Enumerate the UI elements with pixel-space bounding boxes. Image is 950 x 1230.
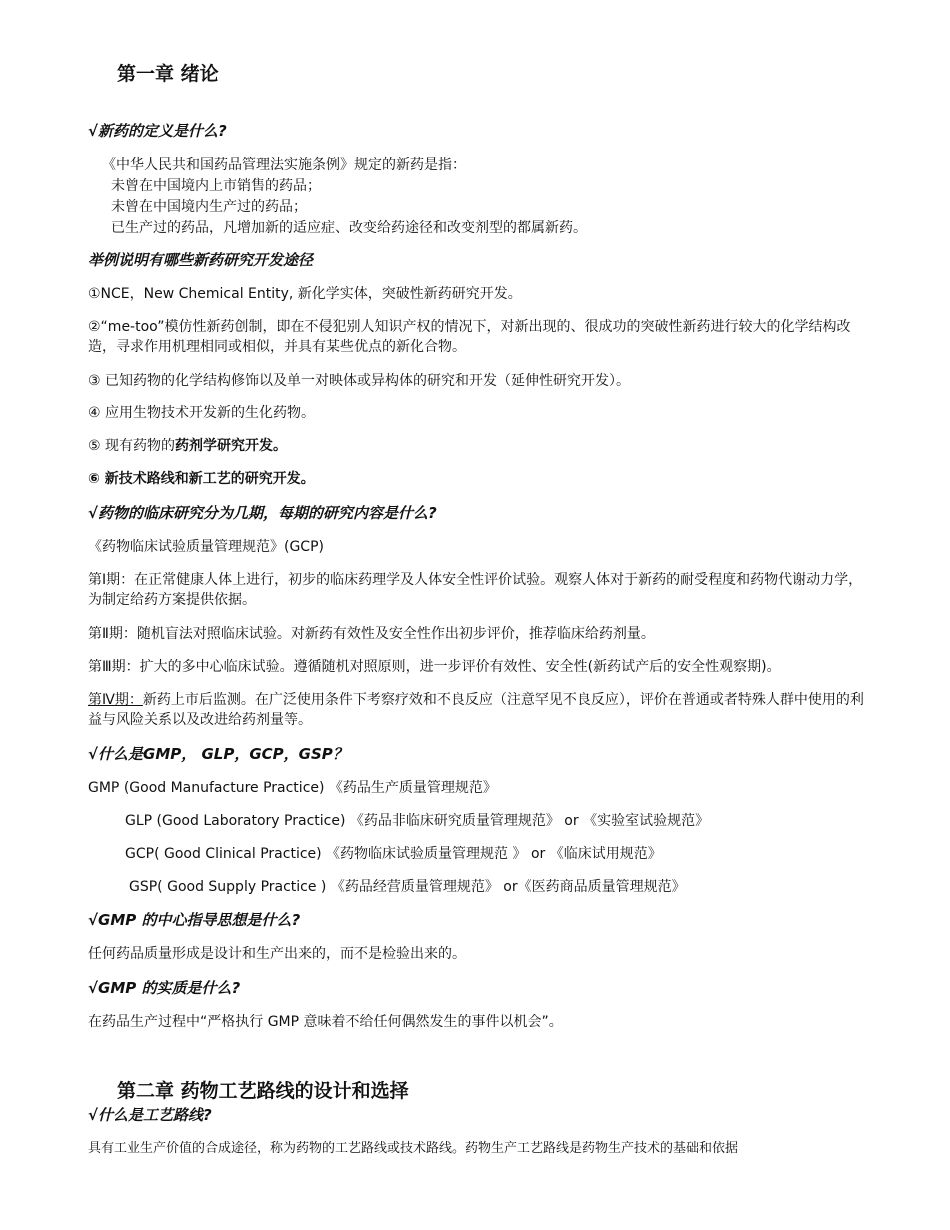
gcp-def-line: GCP( Good Clinical Practice) 《药物临床试验质量管理规范 》 or 《临床试用规范》 [125,846,662,862]
route-item-3: ③ 已知药物的化学结构修饰以及单一对映体或异构体的研究和开发（延伸性研究开发）。 [88,373,630,389]
gmp-center-answer: 任何药品质量形成是设计和生产出来的，而不是检验出来的。 [88,946,466,962]
phase-3: 第Ⅲ期：扩大的多中心临床试验。遵循随机对照原则，进一步评价有效性、安全性(新药试产后的安全性观察期)。 [88,659,781,675]
phase-4-label: 第Ⅳ期： [88,692,143,708]
route-item-6: ⑥ 新技术路线和新工艺的研究开发。 [88,471,315,487]
question-gmp-essence: √GMP 的实质是什么? [88,979,241,997]
new-drug-def-2: 未曾在中国境内上市销售的药品； [111,178,321,194]
new-drug-def-1: 《中华人民共和国药品管理法实施条例》规定的新药是指： [102,157,466,173]
gmp-essence-answer: 在药品生产过程中“严格执行 GMP 意味着不给任何偶然发生的事件以机会”。 [88,1014,563,1030]
route-item-5-bold: 药剂学研究开发。 [175,438,288,454]
gmp-line: GMP (Good Manufacture Practice) 《药品生产质量管理规范》 [88,780,497,796]
route-item-2: ②“me-too”模仿性新药创制，即在不侵犯别人知识产权的情况下，对新出现的、很成功的突破性新药进行较大的化学结构改造，寻求作用机理相同或相似，并具有某些优点的新化合物。 [88,319,851,355]
route-item-4: ④ 应用生物技术开发新的生化药物。 [88,405,316,421]
new-drug-def-3: 未曾在中国境内生产过的药品； [111,199,307,215]
phase-4 [88,690,868,730]
question-clinical: √药物的临床研究分为几期，每期的研究内容是什么? [88,504,437,522]
route-item-5 [88,436,868,456]
question-routes: 举例说明有哪些新药研究开发途径 [88,251,314,269]
question-process-route: √什么是工艺路线? [88,1106,212,1124]
chapter2-title: 第二章 药物工艺路线的设计和选择 [117,1080,409,1102]
phase-2: 第Ⅱ期：随机盲法对照临床试验。对新药有效性及安全性作出初步评价，推荐临床给药剂量。 [88,626,655,642]
question-gmp-list: √什么是GMP， GLP，GCP，GSP？ [88,745,348,763]
question-gmp-center: √GMP 的中心指导思想是什么? [88,911,301,929]
question-new-drug: √新药的定义是什么? [88,122,227,140]
glp-line: GLP (Good Laboratory Practice) 《药品非临床研究质量管理规范》 or 《实验室试验规范》 [125,813,710,829]
new-drug-def-4: 已生产过的药品，凡增加新的适应症、改变给药途径和改变剂型的都属新药。 [111,220,587,236]
gsp-line: GSP( Good Supply Practice ) 《药品经营质量管理规范》 or《医药商品质量管理规范》 [129,879,686,895]
process-route-def: 具有工业生产价值的合成途径，称为药物的工艺路线或技术路线。药物生产工艺路线是药物生产技术的基础和依据 [88,1141,739,1156]
chapter1-title: 第一章 绪论 [117,63,219,85]
phase-4-text: 新药上市后监测。在广泛使用条件下考察疗效和不良反应（注意罕见不良反应），评价在普通或者特殊人群中使用的利益与风险关系以及改进给药剂量等。 [88,692,864,728]
gcp-line: 《药物临床试验质量管理规范》(GCP) [88,539,324,555]
phase-1: 第Ⅰ期：在正常健康人体上进行，初步的临床药理学及人体安全性评价试验。观察人体对于新药的耐受程度和药物代谢动力学，为制定给药方案提供依据。 [88,572,863,608]
route-item-5-prefix: ⑤ 现有药物的 [88,438,176,454]
route-item-1: ①NCE，New Chemical Entity, 新化学实体，突破性新药研究开发。 [88,286,522,302]
